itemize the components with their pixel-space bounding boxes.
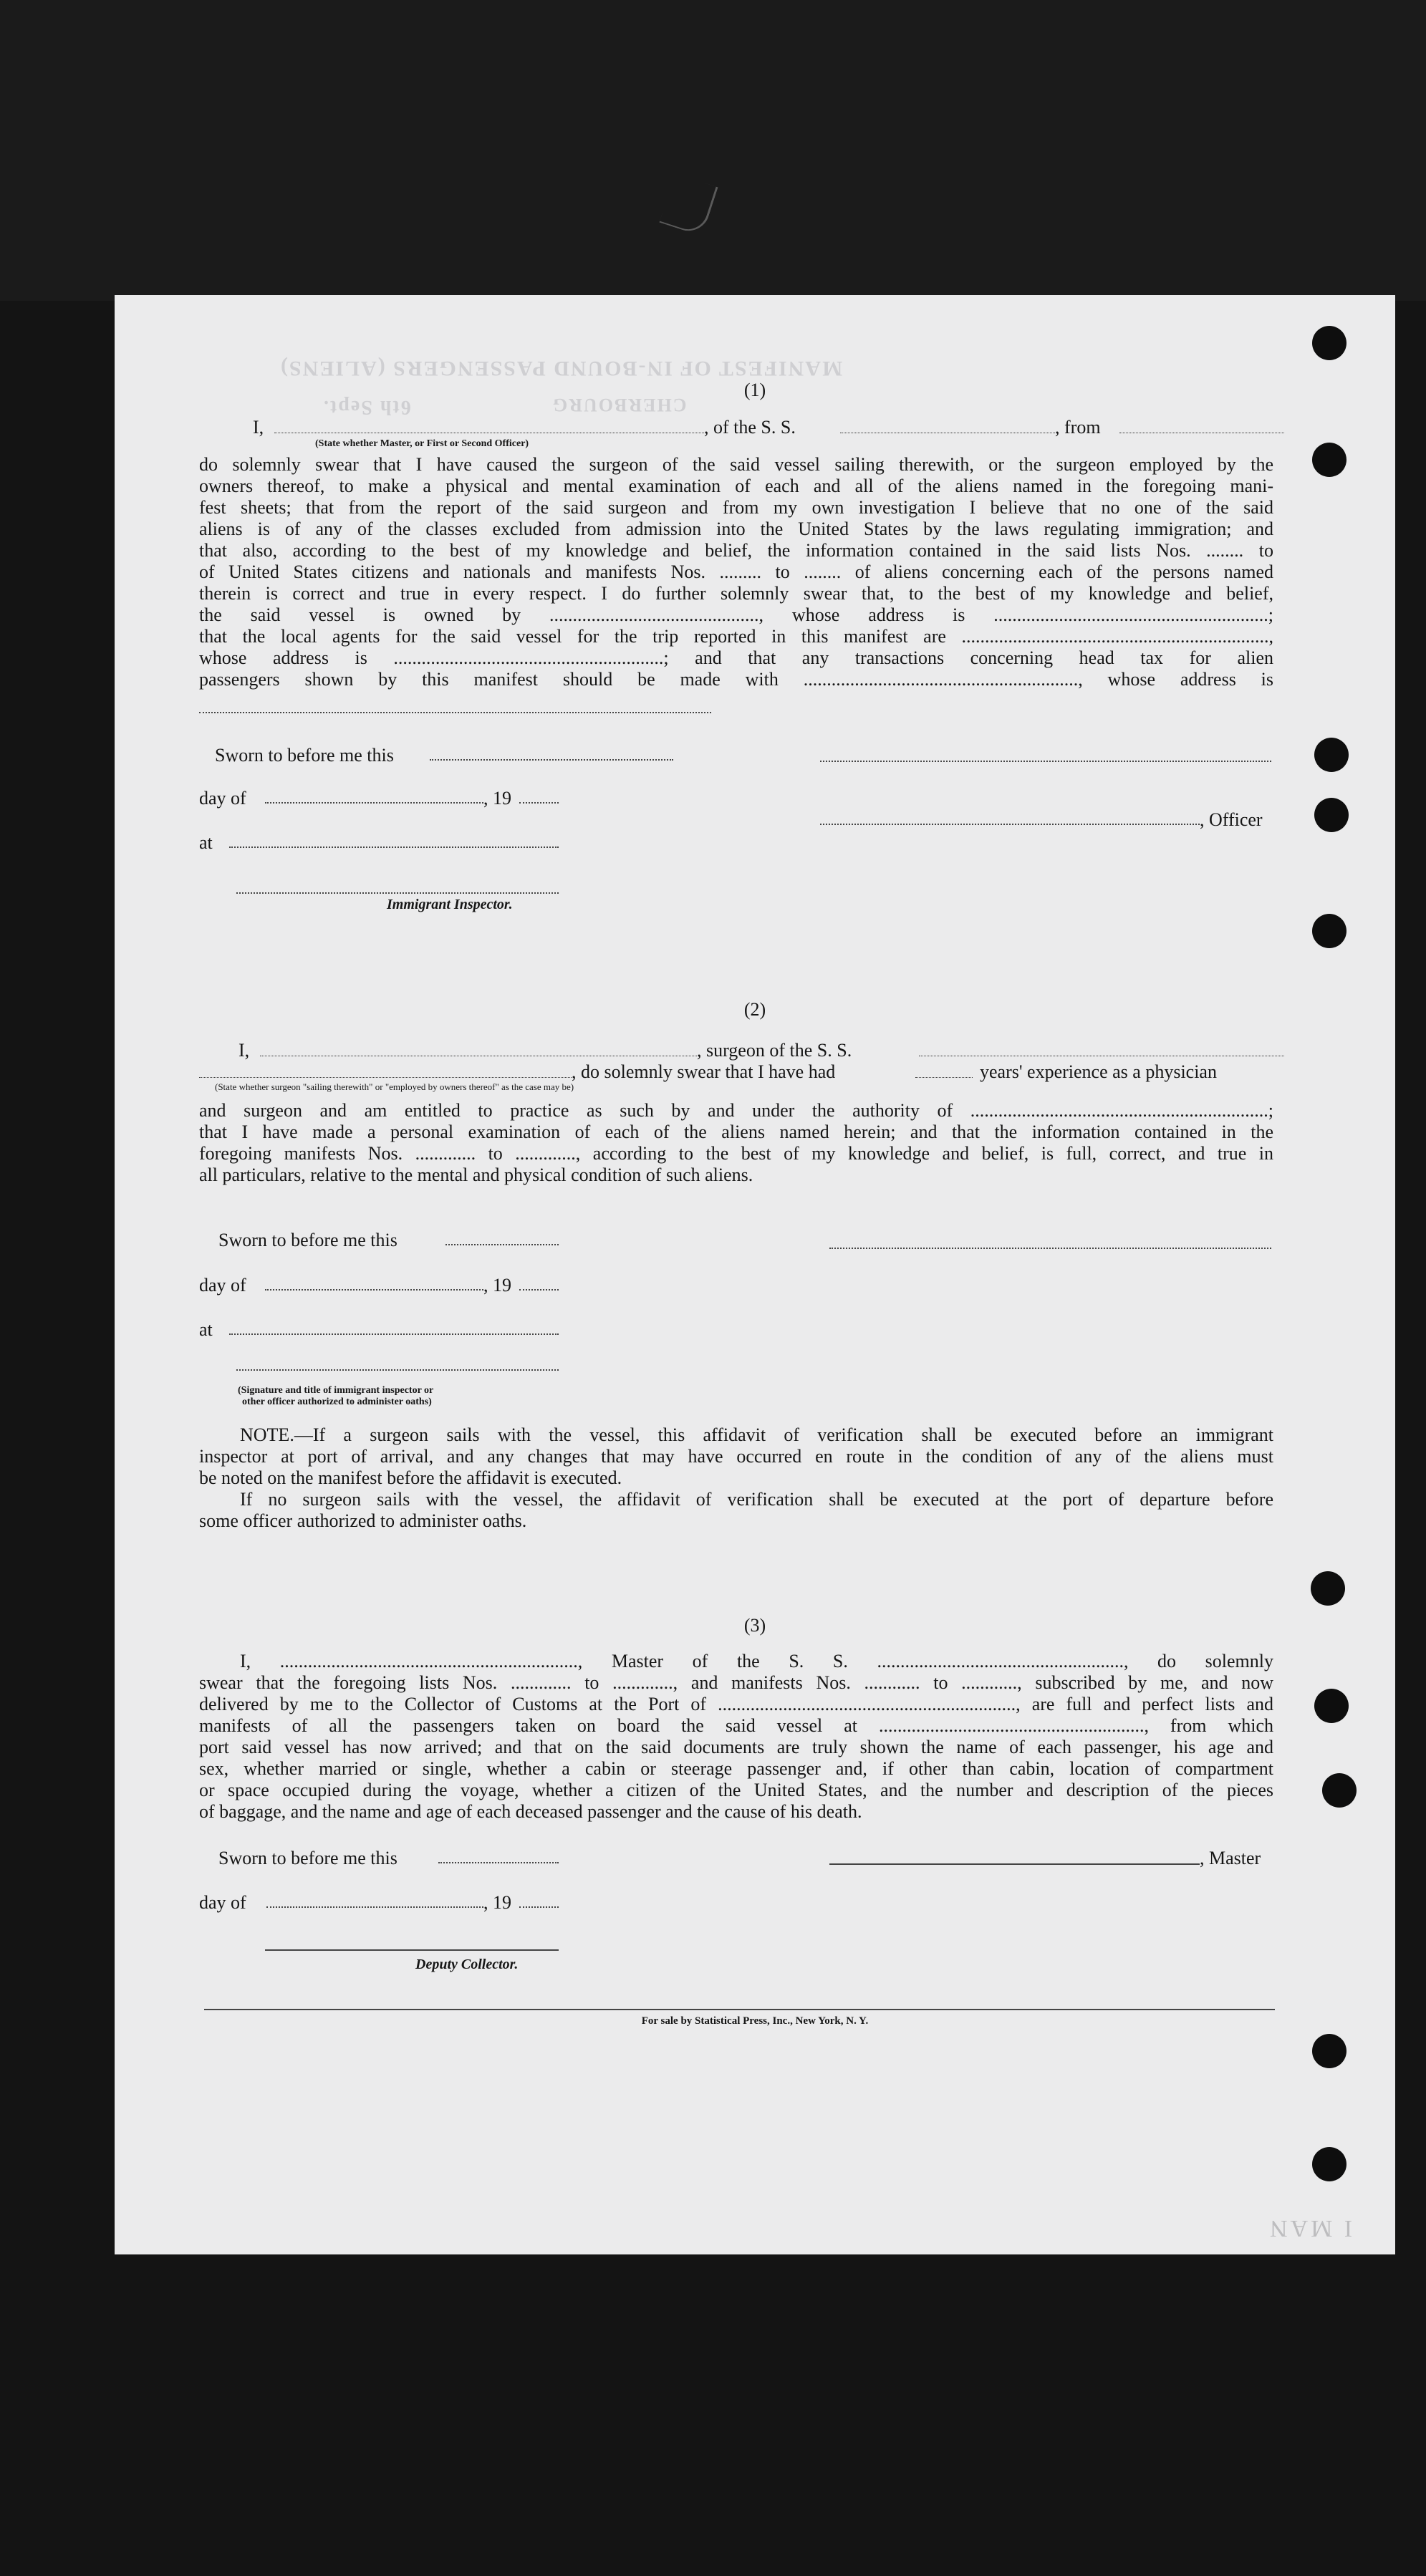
vessel-name-field <box>840 418 1055 433</box>
section-1-year-line <box>519 802 559 804</box>
section-3-master: , Master <box>1200 1848 1261 1868</box>
section-1-body-line: that the local agents for the said vessel for the trip reported in this manifest are .................................................................., <box>199 626 1273 647</box>
section-2-number: (2) <box>743 999 766 1020</box>
do-solemnly-swear: , do solemnly swear that I have had <box>572 1061 836 1082</box>
scan-background <box>0 0 1426 301</box>
section-1-caption: (State whether Master, or First or Second Officer) <box>315 438 529 449</box>
punch-hole <box>1312 2034 1346 2068</box>
section-2-inspector-line <box>236 1369 559 1371</box>
section-3-body-line: port said vessel has now arrived; and that on the said documents are truly shown the name of each passenger, his age and <box>199 1737 1273 1757</box>
surgeon-name-field <box>260 1041 697 1056</box>
punch-hole <box>1322 1773 1357 1808</box>
section-1-signature-line <box>820 761 1271 762</box>
section-1-body-line: therein is correct and true in every respect. I do further solemnly swear that, to the best of my knowledge and belief, <box>199 583 1273 604</box>
section-1-body-line: of United States citizens and nationals and manifests Nos. ......... to ........ of aliens concerning each of the persons named <box>199 561 1273 582</box>
surgeon-type-field <box>199 1063 572 1078</box>
section-1-day-line <box>265 802 483 804</box>
punch-hole <box>1312 443 1346 477</box>
punch-hole <box>1314 1689 1349 1723</box>
section-1-i: I, <box>253 417 264 438</box>
section-2-sworn-line <box>445 1244 559 1245</box>
section-1-inspector-line <box>236 892 559 894</box>
document-page <box>115 295 1395 2254</box>
section-2-day-of: day of <box>199 1275 246 1296</box>
section-3-body-line: delivered by me to the Collector of Customs at the Port of ................................................................, are full and perfect lists and <box>199 1694 1273 1714</box>
footer-rule <box>204 2009 1275 2010</box>
section-1-sworn-line <box>430 759 673 761</box>
section-3-body-line: sex, whether married or single, whether a cabin or steerage passenger and, if other than cabin, location of compartment <box>199 1758 1273 1779</box>
note-line: some officer authorized to administer oaths. <box>199 1510 527 1531</box>
frame-label: I MAN <box>1266 2215 1352 2242</box>
section-2-year-line <box>519 1289 559 1291</box>
ghost-date: 6th Sept. <box>322 396 411 418</box>
section-2-sig-caption-1: (Signature and title of immigrant inspector or <box>238 1385 434 1396</box>
section-1-body-line: do solemnly swear that I have caused the surgeon of the said vessel sailing therewith, or the surgeon employed by the <box>199 454 1273 475</box>
immigrant-inspector-label: Immigrant Inspector. <box>387 897 513 912</box>
deputy-collector-label: Deputy Collector. <box>415 1957 519 1972</box>
section-3-body-line: swear that the foregoing lists Nos. ............. to ............., and manifests Nos. ............ to ............, subscribed by me, and now <box>199 1672 1273 1693</box>
section-1-body-line: aliens is of any of the classes excluded from admission into the United States by the laws regulating immigration; and <box>199 518 1273 539</box>
section-2-vessel-field <box>919 1041 1284 1056</box>
section-3-number: (3) <box>743 1615 766 1636</box>
section-2-i: I, <box>239 1040 250 1061</box>
section-1-body-line: that also, according to the best of my knowledge and belief, the information contained in the said lists Nos. ........ to <box>199 540 1273 561</box>
section-3-sworn: Sworn to before me this <box>218 1848 398 1868</box>
section-1-body-line: whose address is ..........................................................; and that any transactions concerning head tax for alien <box>199 647 1273 668</box>
section-1-year: , 19 <box>483 788 511 809</box>
section-3-day-of: day of <box>199 1892 246 1913</box>
section-2-sig-caption-2: other officer authorized to administer oaths) <box>242 1396 432 1407</box>
section-1-officer: , Officer <box>1200 809 1263 830</box>
section-3-day-line <box>266 1906 483 1908</box>
section-3-body-line: I, ................................................................, Master of the S. S. ....................................................., do solemnly <box>240 1651 1273 1671</box>
section-2-body-line: that I have made a personal examination of each of the aliens named herein; and that the information contained in the <box>199 1121 1273 1142</box>
punch-hole <box>1311 1571 1345 1606</box>
master-name-field <box>274 418 704 433</box>
section-3-body-line: of baggage, and the name and age of each deceased passenger and the cause of his death. <box>199 1801 862 1822</box>
address-continuation-line <box>199 712 711 713</box>
section-2-at-line <box>229 1333 559 1335</box>
ghost-port: CHERBOURG <box>551 395 687 415</box>
section-2-at: at <box>199 1319 213 1340</box>
note-line: NOTE.—If a surgeon sails with the vessel, this affidavit of verification shall be executed before an immigrant <box>240 1424 1273 1445</box>
section-3-body-line: manifests of all the passengers taken on board the said vessel at ........................................................., from which <box>199 1715 1273 1736</box>
from-label: , from <box>1055 417 1101 438</box>
note-line: If no surgeon sails with the vessel, the affidavit of verification shall be executed at the port of departure before <box>240 1489 1273 1510</box>
punch-hole <box>1312 326 1346 360</box>
section-3-collector-line <box>265 1949 559 1951</box>
surgeon-of-the-ss: , surgeon of the S. S. <box>697 1040 852 1061</box>
punch-hole <box>1314 738 1349 772</box>
section-2-signature-line <box>829 1248 1271 1249</box>
section-3-sworn-line <box>438 1862 559 1863</box>
section-1-body-line: fest sheets; that from the report of the said surgeon and from my own investigation I believe that no one of the said <box>199 497 1273 518</box>
section-1-at: at <box>199 832 213 853</box>
ghost-title: MANIFEST OF IN-BOUND PASSENGERS (ALIENS) <box>279 357 843 380</box>
section-1-body-line: the said vessel is owned by ............................................., whose address is ...........................................................; <box>199 604 1273 625</box>
punch-hole <box>1312 914 1346 948</box>
section-3-year-line <box>519 1906 559 1908</box>
punch-hole <box>1314 798 1349 832</box>
section-2-day-line <box>265 1289 483 1291</box>
section-2-sworn: Sworn to before me this <box>218 1230 398 1250</box>
section-2-body-line: all particulars, relative to the mental and physical condition of such aliens. <box>199 1164 753 1185</box>
years-experience-label: years' experience as a physician <box>980 1061 1217 1082</box>
section-2-body-line: and surgeon and am entitled to practice as such by and under the authority of ................................................................; <box>199 1100 1273 1121</box>
years-experience-field <box>915 1063 973 1078</box>
section-1-at-line <box>229 846 559 848</box>
printer-footer: For sale by Statistical Press, Inc., New York, N. Y. <box>641 2015 869 2027</box>
section-3-body-line: or space occupied during the voyage, whether a citizen of the United States, and the number and description of the pieces <box>199 1780 1273 1800</box>
section-1-day-of: day of <box>199 788 246 809</box>
section-1-officer-line <box>820 824 1200 825</box>
section-1-sworn: Sworn to before me this <box>215 745 394 766</box>
section-1-body-line: owners thereof, to make a physical and mental examination of each and all of the aliens named in the foregoing mani- <box>199 476 1273 496</box>
section-2-year: , 19 <box>483 1275 511 1296</box>
note-line: be noted on the manifest before the affidavit is executed. <box>199 1467 622 1488</box>
section-1-number: (1) <box>743 380 766 400</box>
section-2-body-line: foregoing manifests Nos. ............. to ............., according to the best of my knowledge and belief, is full, correct, and true in <box>199 1143 1273 1164</box>
section-3-year: , 19 <box>483 1892 511 1913</box>
punch-hole <box>1312 2147 1346 2181</box>
section-2-caption: (State whether surgeon "sailing therewith" or "employed by owners thereof" as the case may be) <box>215 1081 574 1092</box>
section-1-body-line: passengers shown by this manifest should be made with ..........................................................., whose address is <box>199 669 1273 690</box>
of-the-ss: , of the S. S. <box>704 417 796 438</box>
note-line: inspector at port of arrival, and any changes that may have occurred en route in the condition of any of the aliens must <box>199 1446 1273 1467</box>
section-3-signature-line <box>829 1863 1200 1865</box>
from-port-field <box>1119 418 1284 433</box>
